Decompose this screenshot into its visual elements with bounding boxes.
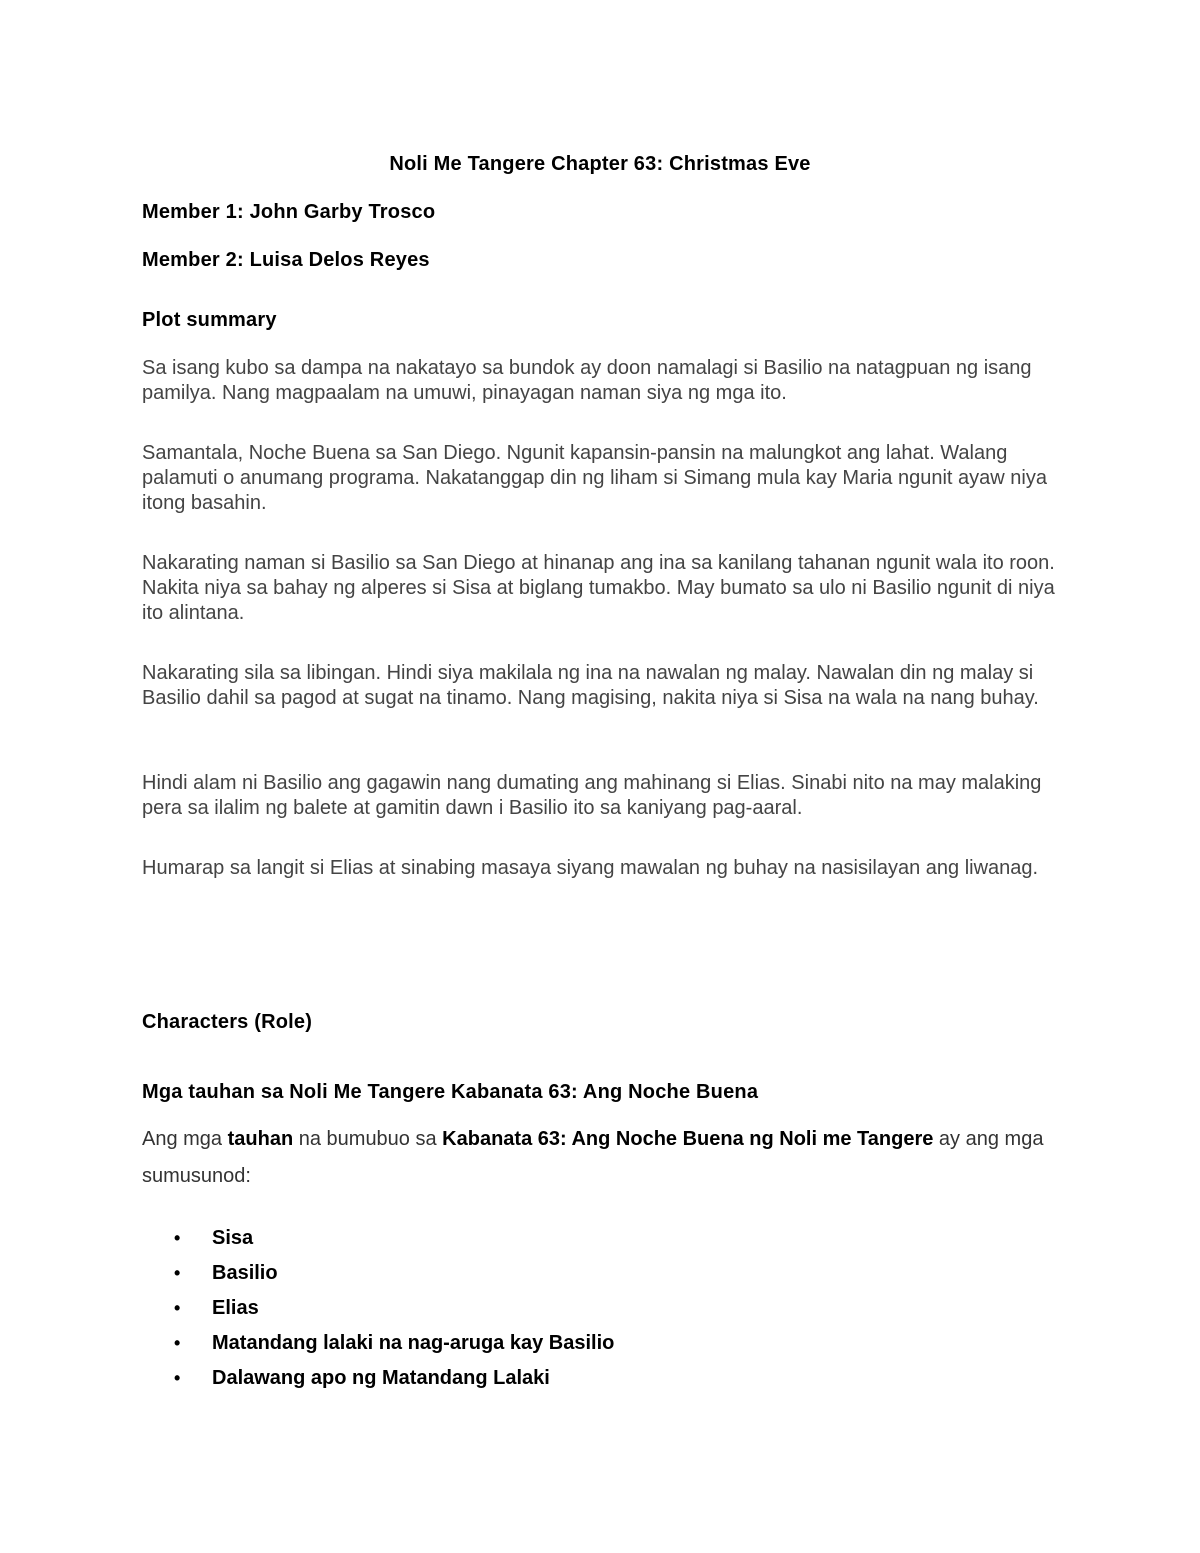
intro-text-3: ay ang mga sumusunod: [142, 1128, 1044, 1187]
character-name: Elias [212, 1297, 259, 1319]
tauhan-heading: Mga tauhan sa Noli Me Tangere Kabanata 63: Ang Noche Buena [142, 1081, 759, 1103]
plot-paragraph-1: Sa isang kubo sa dampa na nakatayo sa bundok ay doon namalagi si Basilio na natagpuan ng isang pamilya. Nang magpaalam na umuwi, pinayagan naman siya ng mga ito. [142, 357, 1032, 404]
character-name: Basilio [212, 1262, 278, 1284]
plot-summary-heading: Plot summary [142, 309, 277, 331]
document-title: Noli Me Tangere Chapter 63: Christmas Eve [389, 153, 811, 175]
list-item [170, 1223, 614, 1258]
bullet-icon: • [174, 1298, 181, 1318]
bullet-icon: • [174, 1333, 181, 1353]
bullet-icon: • [174, 1263, 181, 1283]
intro-bold-tauhan: tauhan [227, 1128, 294, 1150]
bullet-icon: • [174, 1228, 181, 1248]
plot-paragraph-6: Humarap sa langit si Elias at sinabing masaya siyang mawalan ng buhay na nasisilayan ang liwanag. [142, 857, 1039, 879]
list-item [170, 1328, 614, 1363]
character-name: Dalawang apo ng Matandang Lalaki [212, 1367, 550, 1389]
characters-heading: Characters (Role) [142, 1011, 313, 1033]
character-name: Sisa [212, 1227, 254, 1249]
list-item [170, 1293, 614, 1328]
characters-list [170, 1223, 614, 1398]
intro-bold-kabanata: Kabanata 63: Ang Noche Buena ng Noli me Tangere [442, 1128, 934, 1150]
plot-paragraph-2: Samantala, Noche Buena sa San Diego. Ngunit kapansin-pansin na malungkot ang lahat. Walang palamuti o anumang programa. Nakatanggap din ng liham si Simang mula kay Maria ngunit ayaw niya itong basahin. [142, 442, 1047, 514]
member-1: Member 1: John Garby Trosco [142, 201, 436, 223]
intro-text-1: Ang mga [142, 1128, 228, 1150]
character-name: Matandang lalaki na nag-aruga kay Basilio [212, 1332, 615, 1354]
member-2: Member 2: Luisa Delos Reyes [142, 249, 430, 271]
plot-paragraph-4: Nakarating sila sa libingan. Hindi siya makilala ng ina na nawalan ng malay. Nawalan din ng malay si Basilio dahil sa pagod at sugat na tinamo. Nang magising, nakita niya si Sisa na wala na nang buhay. [142, 662, 1039, 709]
list-item [170, 1258, 614, 1293]
bullet-icon: • [174, 1368, 181, 1388]
intro-text-2: na bumubuo sa [293, 1128, 443, 1150]
plot-paragraph-5: Hindi alam ni Basilio ang gagawin nang dumating ang mahinang si Elias. Sinabi nito na may malaking pera sa ilalim ng balete at gamitin dawn i Basilio ito sa kaniyang pag-aaral. [142, 772, 1042, 819]
list-item [170, 1363, 614, 1398]
characters-intro [142, 1121, 1062, 1195]
plot-paragraph-3: Nakarating naman si Basilio sa San Diego at hinanap ang ina sa kanilang tahanan ngunit wala ito roon. Nakita niya sa bahay ng alperes si Sisa at biglang tumakbo. May bumato sa ulo ni Basilio ngunit di niya ito alintana. [142, 552, 1055, 624]
